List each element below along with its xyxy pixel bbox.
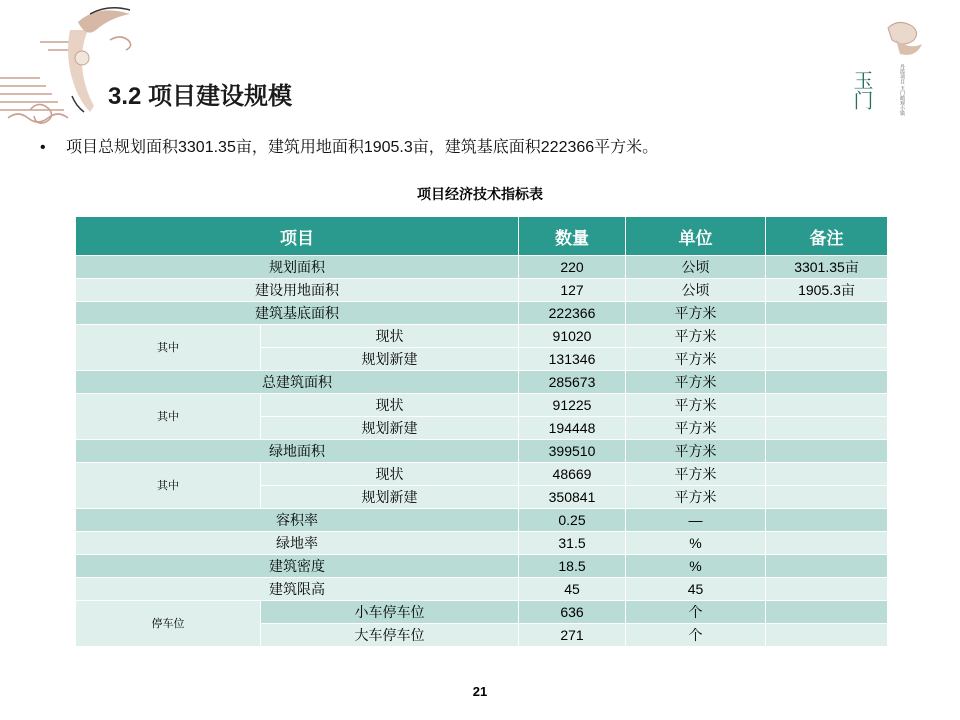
table-header-row [76, 217, 888, 256]
row-note [766, 555, 888, 578]
row-unit: 45 [626, 578, 766, 601]
row-label: 规划新建 [261, 417, 519, 440]
row-note: 1905.3亩 [766, 279, 888, 302]
row-unit: 平方米 [626, 463, 766, 486]
bullet-dot: • [40, 139, 46, 156]
row-note [766, 440, 888, 463]
row-note [766, 417, 888, 440]
row-unit: 平方米 [626, 394, 766, 417]
table-row [76, 394, 888, 417]
page-title: 3.2 项目建设规模 [108, 83, 293, 110]
row-note [766, 394, 888, 417]
group-label: 其中 [76, 394, 261, 440]
row-label: 小车停车位 [261, 601, 519, 624]
row-qty: 350841 [519, 486, 626, 509]
table-row [76, 371, 888, 394]
table-row [76, 279, 888, 302]
row-label: 建筑基底面积 [76, 302, 519, 325]
row-qty: 194448 [519, 417, 626, 440]
row-label: 现状 [261, 325, 519, 348]
page-number: 21 [472, 684, 488, 699]
table-row [76, 440, 888, 463]
row-note [766, 348, 888, 371]
row-unit: 公顷 [626, 256, 766, 279]
row-note [766, 486, 888, 509]
row-qty: 45 [519, 578, 626, 601]
row-unit: 平方米 [626, 417, 766, 440]
row-qty: 285673 [519, 371, 626, 394]
row-label: 规划新建 [261, 348, 519, 371]
row-note [766, 302, 888, 325]
row-label: 建筑密度 [76, 555, 519, 578]
table-row [76, 601, 888, 624]
row-note [766, 624, 888, 647]
row-unit: 平方米 [626, 486, 766, 509]
table-row [76, 578, 888, 601]
row-label: 现状 [261, 463, 519, 486]
row-label: 容积率 [76, 509, 519, 532]
row-unit: 平方米 [626, 440, 766, 463]
row-label: 绿地面积 [76, 440, 519, 463]
row-label: 现状 [261, 394, 519, 417]
row-qty: 131346 [519, 348, 626, 371]
row-label: 规划新建 [261, 486, 519, 509]
header-unit: 单位 [626, 217, 766, 256]
row-qty: 399510 [519, 440, 626, 463]
logo-subtext: 丹霞项目 玉门鹤观小镇 [899, 64, 905, 116]
row-unit: — [626, 509, 766, 532]
header-qty: 数量 [519, 217, 626, 256]
group-label: 其中 [76, 325, 261, 371]
row-label: 总建筑面积 [76, 371, 519, 394]
row-unit: 平方米 [626, 325, 766, 348]
row-note [766, 532, 888, 555]
indicator-table [75, 216, 888, 647]
row-qty: 0.25 [519, 509, 626, 532]
row-unit: 公顷 [626, 279, 766, 302]
bullet-text: 项目总规划面积3301.35亩，建筑用地面积1905.3亩，建筑基底面积222366平方米。 [66, 139, 659, 156]
row-qty: 91225 [519, 394, 626, 417]
row-unit: 平方米 [626, 302, 766, 325]
row-qty: 31.5 [519, 532, 626, 555]
table-row [76, 325, 888, 348]
row-qty: 636 [519, 601, 626, 624]
row-unit: 个 [626, 601, 766, 624]
table-title: 项目经济技术指标表 [417, 186, 543, 202]
row-unit: 平方米 [626, 348, 766, 371]
row-label: 绿地率 [76, 532, 519, 555]
row-qty: 91020 [519, 325, 626, 348]
row-label: 建筑限高 [76, 578, 519, 601]
row-unit: 平方米 [626, 371, 766, 394]
table-row [76, 532, 888, 555]
row-qty: 18.5 [519, 555, 626, 578]
table-row [76, 555, 888, 578]
table-row [76, 302, 888, 325]
row-note [766, 371, 888, 394]
row-label: 大车停车位 [261, 624, 519, 647]
row-note: 3301.35亩 [766, 256, 888, 279]
row-label: 建设用地面积 [76, 279, 519, 302]
logo-text: 玉门 [850, 70, 874, 110]
table-row [76, 256, 888, 279]
row-note [766, 509, 888, 532]
yumen-logo [850, 18, 928, 118]
header-item: 项目 [76, 217, 519, 256]
row-unit: % [626, 555, 766, 578]
row-qty: 220 [519, 256, 626, 279]
row-qty: 271 [519, 624, 626, 647]
group-label: 停车位 [76, 601, 261, 647]
row-note [766, 578, 888, 601]
row-label: 规划面积 [76, 256, 519, 279]
bullet-item [40, 134, 658, 157]
row-qty: 48669 [519, 463, 626, 486]
header-note: 备注 [766, 217, 888, 256]
row-note [766, 601, 888, 624]
table-row [76, 463, 888, 486]
row-qty: 222366 [519, 302, 626, 325]
row-unit: % [626, 532, 766, 555]
row-unit: 个 [626, 624, 766, 647]
group-label: 其中 [76, 463, 261, 509]
row-note [766, 325, 888, 348]
row-qty: 127 [519, 279, 626, 302]
row-note [766, 463, 888, 486]
table-row [76, 509, 888, 532]
